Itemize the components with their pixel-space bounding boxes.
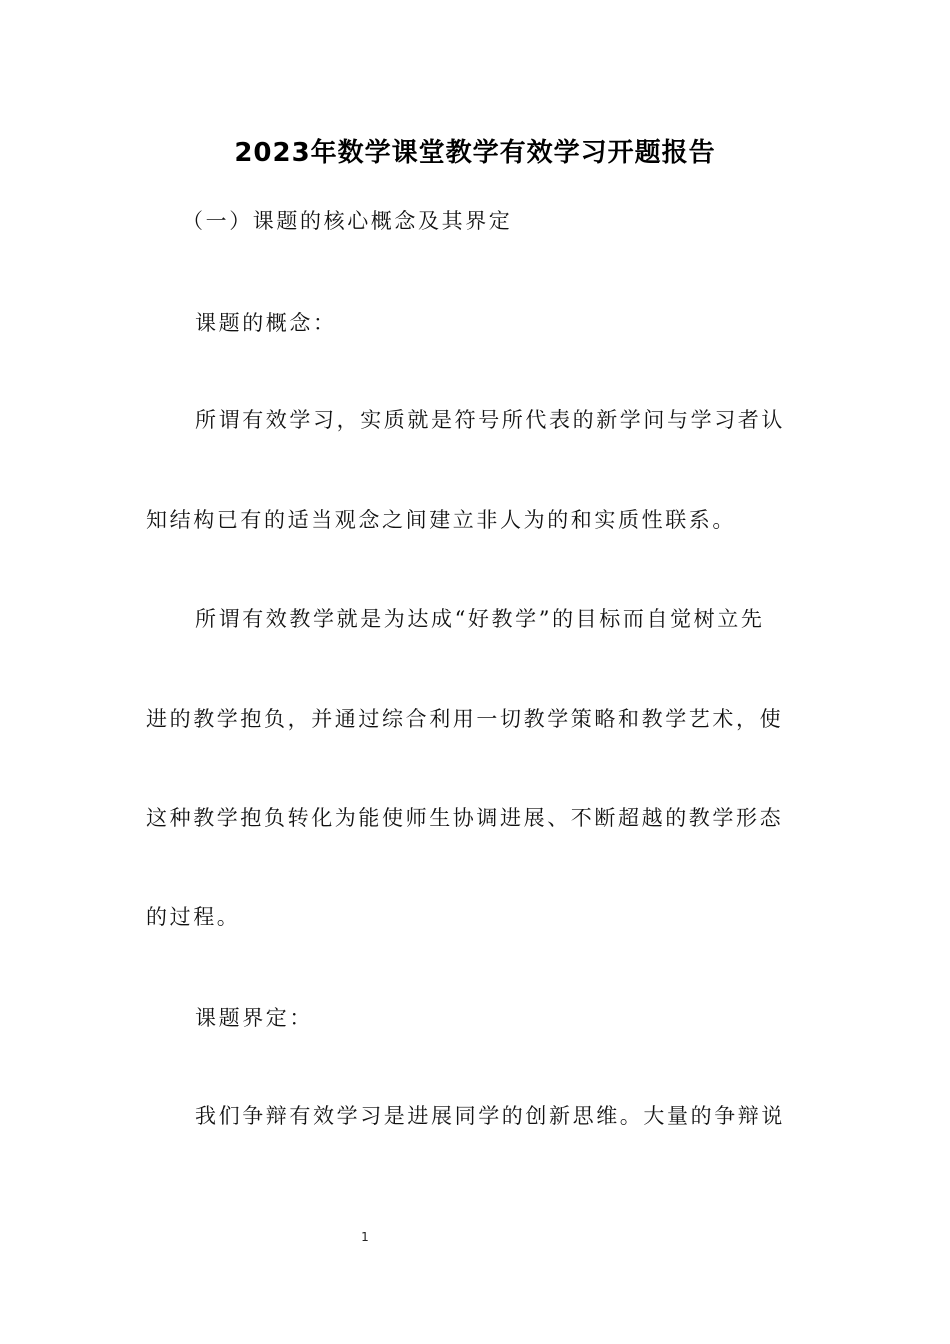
paragraph-2-line-1: 所谓有效教学就是为达成“好教学”的目标而自觉树立先 bbox=[195, 607, 765, 631]
section-heading: （一）课题的核心概念及其界定 bbox=[182, 209, 513, 233]
page-number: 1 bbox=[361, 1230, 369, 1244]
paragraph-1-line-2: 知结构已有的适当观念之间建立非人为的和实质性联系。 bbox=[146, 508, 736, 532]
definition-label: 课题界定： bbox=[195, 1006, 313, 1030]
paragraph-1-line-1: 所谓有效学习，实质就是符号所代表的新学问与学习者认 bbox=[195, 408, 785, 432]
paragraph-2-line-3: 这种教学抱负转化为能使师生协调进展、不断超越的教学形态 bbox=[146, 806, 784, 830]
paragraph-3-line-1: 我们争辩有效学习是进展同学的创新思维。大量的争辩说 bbox=[195, 1104, 785, 1128]
concept-label: 课题的概念： bbox=[195, 311, 337, 335]
document-title: 2023年数学课堂教学有效学习开题报告 bbox=[234, 138, 716, 168]
paragraph-2-line-4: 的过程。 bbox=[146, 905, 241, 929]
paragraph-2-line-2: 进的教学抱负，并通过综合利用一切教学策略和教学艺术，使 bbox=[146, 707, 784, 731]
